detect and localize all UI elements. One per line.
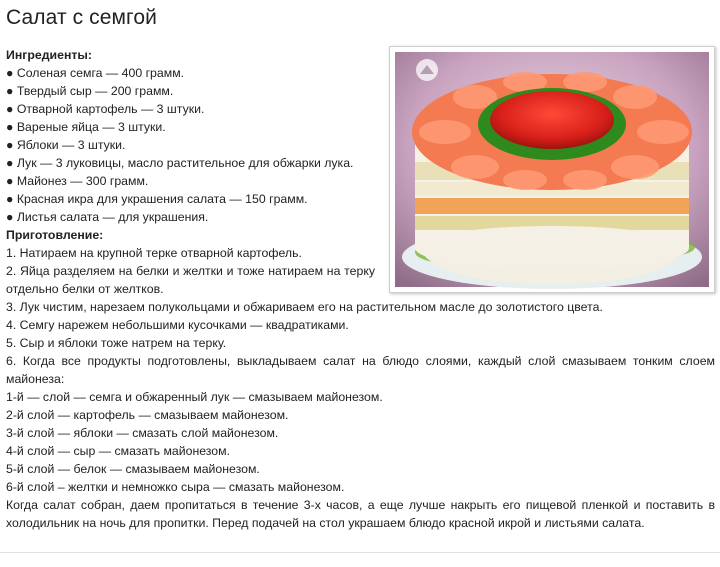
ingredient-item: ● Отварной картофель — 3 штуки. — [6, 102, 205, 116]
ingredient-item: ● Лук — 3 луковицы, масло растительное для обжарки лука. — [6, 156, 354, 170]
method-heading: Приготовление: — [6, 228, 104, 242]
ingredient-item: ● Красная икра для украшения салата — 150 грамм. — [6, 192, 308, 206]
layer-item: 5-й слой — белок — смазываем майонезом. — [6, 462, 260, 476]
method-step: 1. Натираем на крупной терке отварной картофель. — [6, 246, 302, 260]
method-step: 4. Семгу нарежем небольшими кусочками — квадратиками. — [6, 318, 349, 332]
ingredient-item: ● Яблоки — 3 штуки. — [6, 138, 126, 152]
recipe-body — [6, 46, 715, 532]
divider — [0, 552, 720, 553]
layer-item: 6-й слой – желтки и немножко сыра — смазать майонезом. — [6, 480, 345, 494]
method-step: 3. Лук чистим, нарезаем полукольцами и обжариваем его на растительном масле до золотистого цвета. — [6, 300, 603, 314]
ingredients-heading: Ингредиенты: — [6, 48, 92, 62]
layer-item: 4-й слой — сыр — смазать майонезом. — [6, 444, 231, 458]
page-title: Салат с семгой — [6, 6, 157, 29]
ingredient-item: ● Листья салата — для украшения. — [6, 210, 209, 224]
method-step: 6. Когда все продукты подготовлены, выкладываем салат на блюдо слоями, каждый слой смазываем тонким слоем майонеза: — [6, 354, 715, 386]
salad-photo[interactable] — [389, 46, 715, 293]
salad-photo-image — [395, 52, 709, 287]
ingredient-item: ● Вареные яйца — 3 штуки. — [6, 120, 166, 134]
ingredient-item: ● Соленая семга — 400 грамм. — [6, 66, 185, 80]
ingredient-item: ● Твердый сыр — 200 грамм. — [6, 84, 174, 98]
method-step: 5. Сыр и яблоки тоже натрем на терку. — [6, 336, 227, 350]
final-paragraph: Когда салат собран, даем пропитаться в течение 3-х часов, а еще лучше накрыть его пищевой пленкой и поставить в холодильник на ночь для пропитки. Перед подачей на стол украшаем блюдо красной икрой и листьями салата. — [6, 498, 715, 530]
method-step: 2. Яйца разделяем на белки и желтки и тоже натираем на терку отдельно белки от желтков. — [6, 264, 375, 296]
ingredient-item: ● Майонез — 300 грамм. — [6, 174, 149, 188]
layer-item: 3-й слой — яблоки — смазать слой майонезом. — [6, 426, 279, 440]
layer-item: 2-й слой — картофель — смазываем майонезом. — [6, 408, 289, 422]
layer-item: 1-й — слой — семга и обжаренный лук — смазываем майонезом. — [6, 390, 383, 404]
